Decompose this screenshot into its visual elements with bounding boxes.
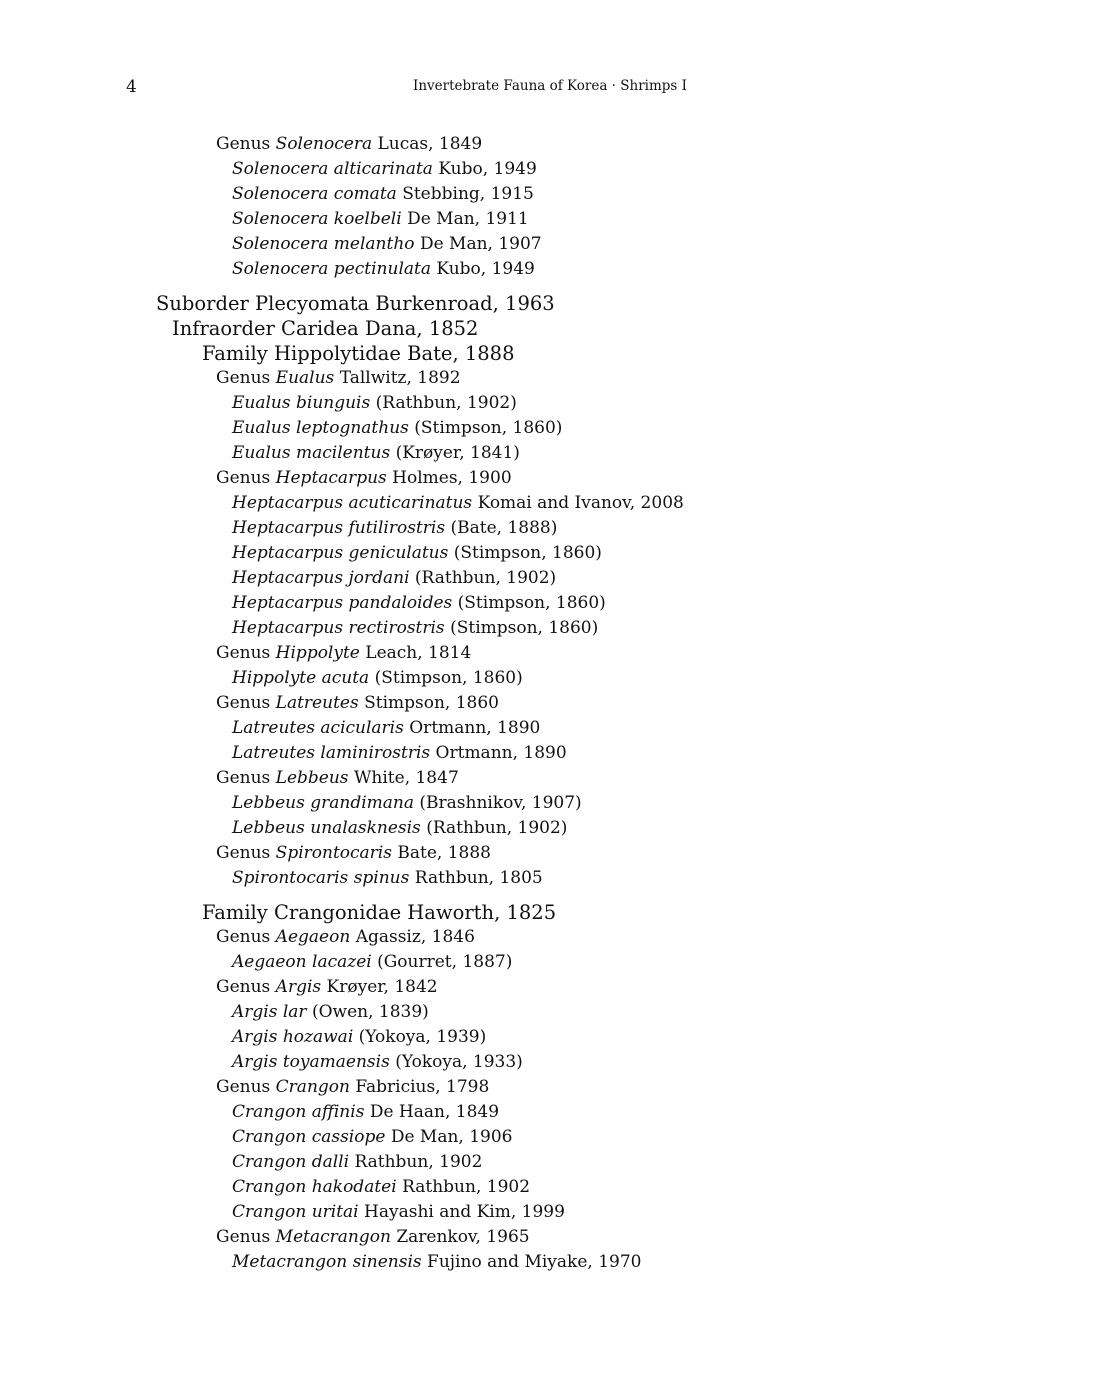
species-entry: [232, 1150, 482, 1175]
species-authority: (Krøyer, 1841): [395, 443, 520, 463]
species-entry: [232, 1125, 512, 1150]
genus-entry: [216, 925, 475, 950]
species-entry: [232, 257, 535, 282]
species-authority: (Rathbun, 1902): [414, 568, 557, 588]
rank-label: Genus: [216, 468, 271, 488]
genus-entry: [216, 641, 471, 666]
species-entry: [232, 182, 534, 207]
species-authority: (Brashnikov, 1907): [419, 793, 582, 813]
rank-label: Genus: [216, 977, 271, 997]
species-authority: Stebbing, 1915: [402, 184, 534, 204]
species-name: Solenocera alticarinata: [232, 159, 433, 179]
species-name: Crangon hakodatei: [232, 1177, 397, 1197]
species-authority: De Man, 1906: [390, 1127, 513, 1147]
species-authority: Ortmann, 1890: [409, 718, 541, 738]
species-entry: [232, 491, 684, 516]
species-entry: [232, 416, 562, 441]
species-authority: (Rathbun, 1902): [426, 818, 568, 838]
species-authority: (Yokoya, 1939): [358, 1027, 487, 1047]
family-entry: [202, 900, 556, 925]
species-name: Latreutes acicularis: [232, 718, 404, 738]
species-entry: [232, 566, 556, 591]
species-name: Lebbeus unalasknesis: [232, 818, 421, 838]
species-authority: (Stimpson, 1860): [457, 593, 606, 613]
genus-entry: [216, 841, 491, 866]
species-name: Solenocera koelbeli: [232, 209, 402, 229]
species-authority: Kubo, 1949: [436, 259, 535, 279]
species-authority: Rathbun, 1805: [414, 868, 543, 888]
species-entry: [232, 866, 543, 891]
genus-authority: Lucas, 1849: [377, 134, 483, 154]
species-name: Spirontocaris spinus: [232, 868, 410, 888]
species-entry: [232, 1200, 565, 1225]
genus-name: Eualus: [275, 368, 335, 388]
genus-authority: Tallwitz, 1892: [339, 368, 461, 388]
species-entry: [232, 441, 520, 466]
genus-name: Argis: [275, 977, 322, 997]
infraorder-entry: [172, 316, 478, 341]
species-name: Argis hozawai: [232, 1027, 354, 1047]
species-entry: [232, 541, 602, 566]
species-entry: [232, 1025, 486, 1050]
genus-name: Lebbeus: [275, 768, 349, 788]
species-name: Hippolyte acuta: [232, 668, 370, 688]
rank-label: Genus: [216, 1227, 271, 1247]
genus-entry: [216, 1225, 530, 1250]
species-entry: [232, 950, 512, 975]
species-authority: (Gourret, 1887): [377, 952, 513, 972]
family-heading: Family Crangonidae Haworth, 1825: [202, 901, 557, 924]
rank-label: Genus: [216, 693, 271, 713]
species-entry: [232, 516, 557, 541]
species-authority: De Man, 1907: [419, 234, 542, 254]
species-name: Solenocera melantho: [232, 234, 415, 254]
genus-entry: [216, 366, 461, 391]
species-entry: [232, 591, 606, 616]
rank-label: Genus: [216, 927, 271, 947]
genus-authority: Bate, 1888: [397, 843, 491, 863]
rank-label: Genus: [216, 368, 271, 388]
species-name: Lebbeus grandimana: [232, 793, 415, 813]
genus-authority: Zarenkov, 1965: [396, 1227, 530, 1247]
species-entry: [232, 616, 598, 641]
page-number: 4: [126, 77, 137, 97]
genus-name: Hippolyte: [275, 643, 360, 663]
species-entry: [232, 1250, 641, 1275]
species-authority: Rathbun, 1902: [402, 1177, 531, 1197]
genus-name: Spirontocaris: [275, 843, 392, 863]
genus-entry: [216, 691, 499, 716]
infraorder-heading: Infraorder Caridea Dana, 1852: [172, 317, 479, 340]
genus-entry: [216, 132, 482, 157]
species-authority: Ortmann, 1890: [435, 743, 567, 763]
genus-name: Latreutes: [275, 693, 359, 713]
species-entry: [232, 1050, 523, 1075]
genus-authority: Agassiz, 1846: [355, 927, 475, 947]
genus-name: Metacrangon: [275, 1227, 391, 1247]
running-head: Invertebrate Fauna of Korea · Shrimps I: [413, 78, 687, 94]
species-name: Heptacarpus futilirostris: [232, 518, 446, 538]
species-authority: (Bate, 1888): [450, 518, 558, 538]
rank-label: Genus: [216, 643, 271, 663]
species-authority: (Stimpson, 1860): [374, 668, 523, 688]
species-entry: [232, 716, 540, 741]
genus-name: Crangon: [275, 1077, 350, 1097]
genus-authority: Holmes, 1900: [392, 468, 512, 488]
genus-authority: Stimpson, 1860: [364, 693, 499, 713]
species-name: Heptacarpus rectirostris: [232, 618, 445, 638]
species-name: Eualus macilentus: [232, 443, 391, 463]
species-name: Heptacarpus geniculatus: [232, 543, 449, 563]
species-entry: [232, 816, 567, 841]
rank-label: Genus: [216, 768, 271, 788]
species-entry: [232, 791, 582, 816]
species-entry: [232, 1100, 499, 1125]
species-authority: Fujino and Miyake, 1970: [427, 1252, 642, 1272]
species-authority: De Man, 1911: [407, 209, 529, 229]
rank-label: Genus: [216, 843, 271, 863]
family-heading: Family Hippolytidae Bate, 1888: [202, 342, 515, 365]
species-authority: (Stimpson, 1860): [450, 618, 599, 638]
suborder-heading: Suborder Plecyomata Burkenroad, 1963: [156, 292, 555, 315]
species-name: Argis lar: [232, 1002, 307, 1022]
genus-authority: Fabricius, 1798: [355, 1077, 490, 1097]
species-authority: De Haan, 1849: [369, 1102, 500, 1122]
genus-entry: [216, 766, 459, 791]
genus-entry: [216, 975, 438, 1000]
species-authority: (Stimpson, 1860): [414, 418, 563, 438]
species-authority: (Stimpson, 1860): [453, 543, 602, 563]
genus-name: Heptacarpus: [275, 468, 387, 488]
species-name: Metacrangon sinensis: [232, 1252, 422, 1272]
rank-label: Genus: [216, 1077, 271, 1097]
species-name: Heptacarpus jordani: [232, 568, 410, 588]
species-name: Heptacarpus acuticarinatus: [232, 493, 473, 513]
family-entry: [202, 341, 515, 366]
species-name: Crangon dalli: [232, 1152, 350, 1172]
species-entry: [232, 741, 567, 766]
species-entry: [232, 1000, 429, 1025]
genus-authority: Leach, 1814: [365, 643, 472, 663]
species-entry: [232, 207, 529, 232]
species-name: Heptacarpus pandaloides: [232, 593, 453, 613]
species-name: Argis toyamaensis: [232, 1052, 390, 1072]
species-authority: (Owen, 1839): [311, 1002, 429, 1022]
species-name: Latreutes laminirostris: [232, 743, 431, 763]
genus-entry: [216, 1075, 489, 1100]
species-authority: Komai and Ivanov, 2008: [477, 493, 684, 513]
species-entry: [232, 157, 537, 182]
genus-authority: White, 1847: [353, 768, 459, 788]
suborder-entry: [156, 291, 555, 316]
genus-name: Solenocera: [275, 134, 373, 154]
species-authority: Hayashi and Kim, 1999: [364, 1202, 565, 1222]
species-entry: [232, 391, 517, 416]
genus-entry: [216, 466, 512, 491]
species-name: Crangon cassiope: [232, 1127, 386, 1147]
species-name: Eualus biunguis: [232, 393, 371, 413]
species-authority: Kubo, 1949: [438, 159, 537, 179]
species-authority: Rathbun, 1902: [354, 1152, 483, 1172]
genus-authority: Krøyer, 1842: [326, 977, 438, 997]
genus-name: Aegaeon: [275, 927, 351, 947]
species-name: Crangon affinis: [232, 1102, 365, 1122]
species-entry: [232, 666, 523, 691]
species-authority: (Yokoya, 1933): [395, 1052, 523, 1072]
species-name: Solenocera comata: [232, 184, 397, 204]
species-entry: [232, 1175, 530, 1200]
species-name: Aegaeon lacazei: [232, 952, 372, 972]
species-authority: (Rathbun, 1902): [375, 393, 517, 413]
species-name: Solenocera pectinulata: [232, 259, 431, 279]
rank-label: Genus: [216, 134, 271, 154]
species-name: Crangon uritai: [232, 1202, 359, 1222]
species-entry: [232, 232, 542, 257]
species-name: Eualus leptognathus: [232, 418, 409, 438]
